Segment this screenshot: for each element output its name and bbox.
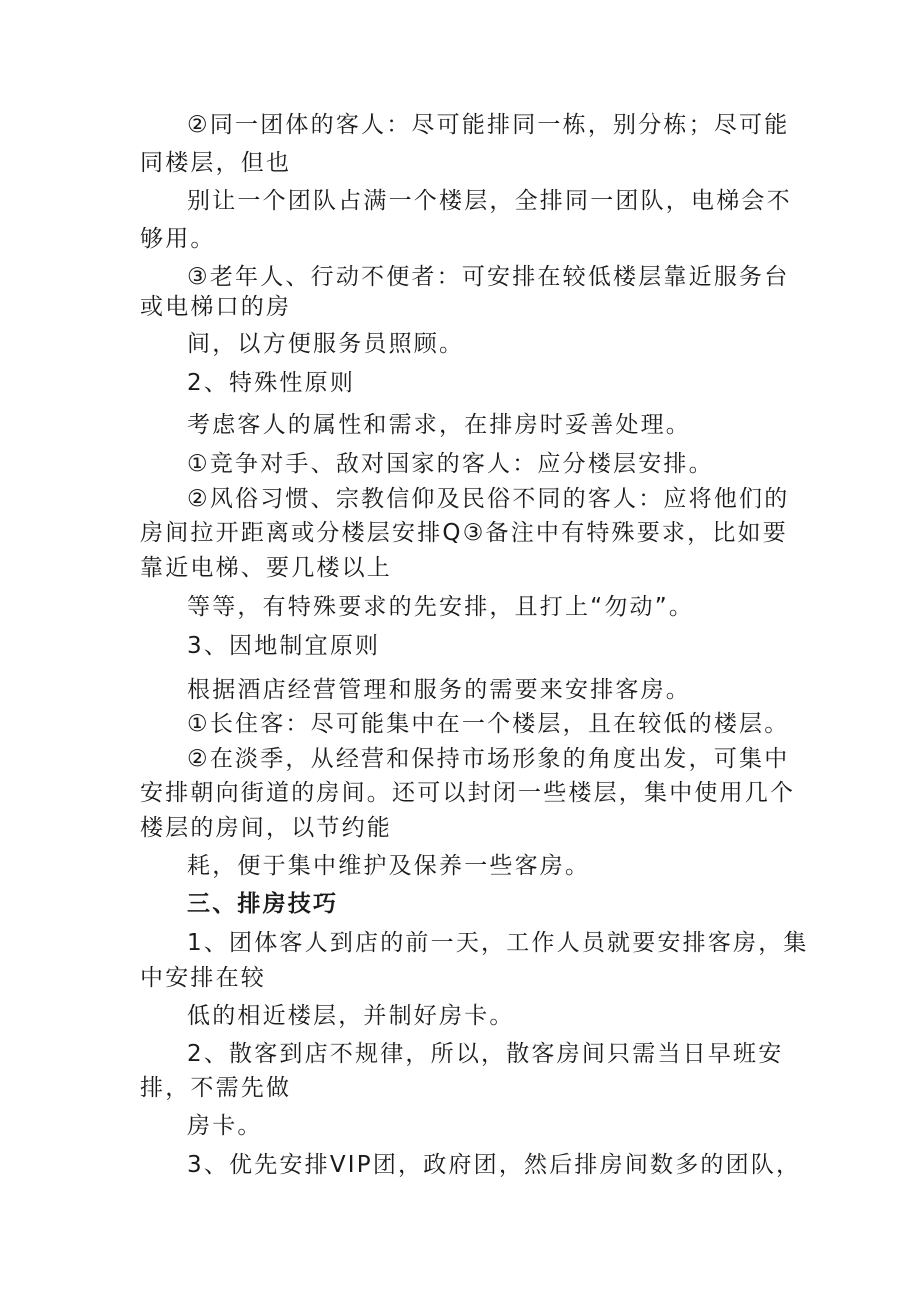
paragraph-line: ②同一团体的客人：尽可能排同一栋，别分栋；尽可能	[187, 112, 790, 138]
paragraph-line: 够用。	[140, 226, 216, 252]
paragraph-line: 房卡。	[187, 1113, 263, 1139]
paragraph-line: ①竞争对手、敌对国家的客人：应分楼层安排。	[187, 451, 714, 477]
paragraph-line: 排，不需先做	[140, 1075, 292, 1101]
paragraph-line: 1、团体客人到店的前一天，工作人员就要安排客房，集	[187, 930, 809, 956]
paragraph-line: 安排朝向街道的房间。还可以封闭一些楼层，集中使用几个	[140, 780, 796, 806]
paragraph-line: 低的相近楼层，并制好房卡。	[187, 1003, 515, 1029]
paragraph-line: 别让一个团队占满一个楼层，全排同一团队，电梯会不	[187, 188, 792, 214]
paragraph-line: 或电梯口的房	[140, 294, 292, 320]
paragraph-line: 等等，有特殊要求的先安排，且打上“勿动”。	[187, 594, 695, 620]
paragraph-line: ②在淡季，从经营和保持市场形象的角度出发，可集中	[187, 746, 790, 772]
section-heading: 三、排房技巧	[187, 891, 339, 917]
section-heading: 3、因地制宜原则	[187, 633, 381, 659]
paragraph-line: 3、优先安排VIP团，政府团，然后排房间数多的团队，	[187, 1152, 802, 1178]
paragraph-line: ②风俗习惯、宗教信仰及民俗不同的客人：应将他们的	[187, 486, 790, 512]
paragraph-line: ①长住客：尽可能集中在一个楼层，且在较低的楼层。	[187, 711, 790, 737]
paragraph-line: 2、散客到店不规律，所以，散客房间只需当日早班安	[187, 1041, 784, 1067]
paragraph-line: ③老年人、行动不便者：可安排在较低楼层靠近服务台	[187, 264, 790, 290]
paragraph-line: 楼层的房间，以节约能	[140, 815, 392, 841]
paragraph-line: 房间拉开距离或分楼层安排Q③备注中有特殊要求，比如要	[140, 520, 788, 546]
paragraph-line: 根据酒店经营管理和服务的需要来安排客房。	[187, 677, 691, 703]
paragraph-line: 靠近电梯、要几楼以上	[140, 555, 392, 581]
paragraph-line: 考虑客人的属性和需求，在排房时妥善处理。	[187, 412, 691, 438]
paragraph-line: 中安排在较	[140, 965, 266, 991]
section-heading: 2、特殊性原则	[187, 370, 356, 396]
paragraph-line: 耗，便于集中维护及保养一些客房。	[187, 853, 591, 879]
paragraph-line: 同楼层，但也	[140, 150, 292, 176]
paragraph-line: 间，以方便服务员照顾。	[187, 331, 465, 357]
